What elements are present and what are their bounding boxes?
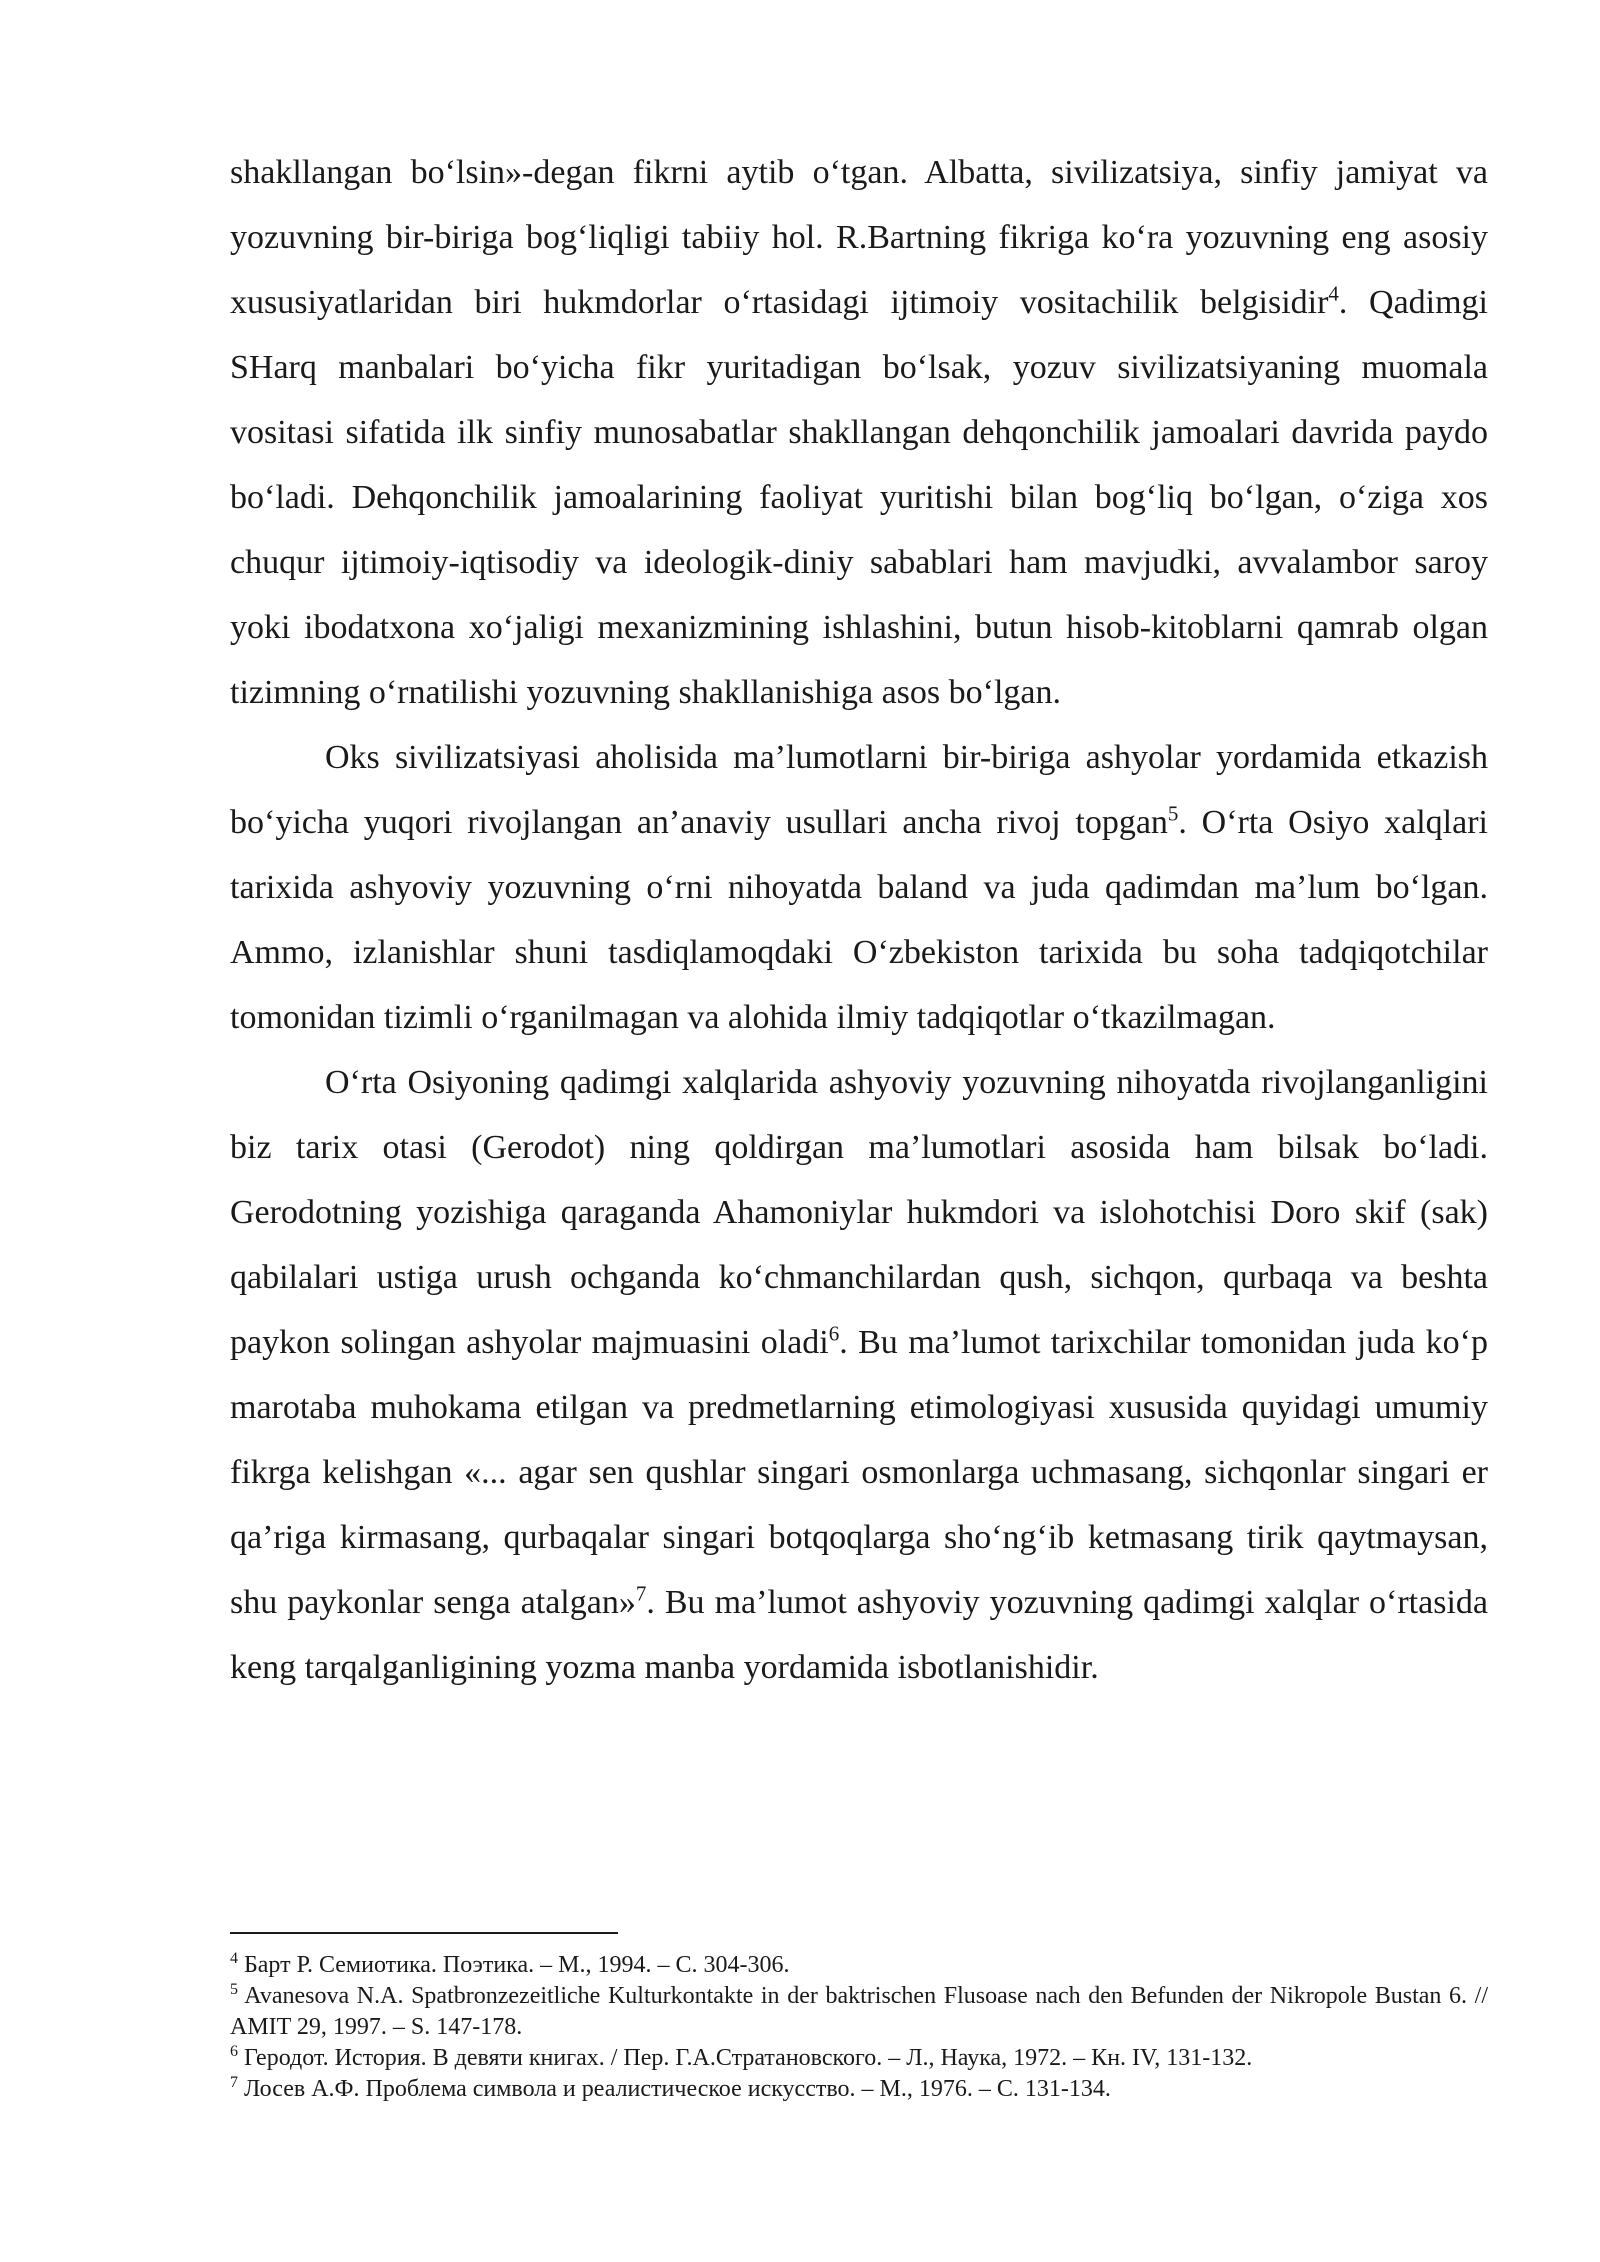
footnote-text: Avanesova N.A. Spatbronzezeitliche Kulturkontakte in der baktrischen Flusoase nach den Befunden der Nikropole Bustan 6. // AMIT 29, 1997. – S. 147-178. — [230, 1983, 1488, 2040]
text-run: O‘rta Osiyoning qadimgi xalqlarida ashyoviy yozuvning nihoyatda rivojlanganligini biz tarix otasi (Gerodot) ning qoldirgan ma’lumotlari asosida ham bilsak bo‘ladi. Gerodotning yozishiga qaraganda Ahamoniylar hukmdori va islohotchisi Doro skif (sak) qabilalari ustiga urush ochganda ko‘chmanchilardan qush, sichqon, qurbaqa va beshta paykon solingan ashyolar majmuasini oladi — [230, 1064, 1488, 1361]
document-page — [230, 140, 1488, 1700]
paragraph-2 — [230, 725, 1488, 1050]
footnote-reference: 4 — [1328, 281, 1339, 306]
footnote-text: Барт Р. Семиотика. Поэтика. – М., 1994. – С. 304-306. — [238, 1952, 790, 1978]
footnote-reference: 6 — [828, 1321, 840, 1346]
footnote-5 — [230, 1981, 1488, 2043]
footnote-6 — [230, 2043, 1488, 2074]
footnote-number: 5 — [230, 1981, 238, 1998]
footnote-number: 6 — [230, 2043, 238, 2060]
footnote-number: 4 — [230, 1950, 238, 1967]
text-run: . Bu ma’lumot ashyoviy yozuvning qadimgi xalqlar o‘rtasida keng tarqalganligining yozma manba yordamida isbotlanishidir. — [230, 1584, 1488, 1686]
text-run: . Bu ma’lumot tarixchilar tomonidan juda ko‘p marotaba muhokama etilgan va predmetlarning etimologiyasi xususida quyidagi umumiy fikrga kelishgan «... agar sen qushlar singari osmonlarga uchmasang, sichqonlar singari er qa’riga kirmasang, qurbaqalar singari botqoqlarga sho‘ng‘ib ketmasang tirik qaytmaysan, shu paykonlar senga atalgan» — [230, 1324, 1488, 1621]
text-run: shakllangan bo‘lsin»-degan fikrni aytib o‘tgan. Albatta, sivilizatsiya, sinfiy jamiyat va yozuvning bir-biriga bog‘liqligi tabiiy hol. R.Bartning fikriga ko‘ra yozuvning eng asosiy xususiyatlaridan biri hukmdorlar o‘rtasidagi ijtimoiy vositachilik belgisidir — [230, 154, 1488, 321]
footnotes — [230, 1950, 1488, 2105]
footnote-reference: 5 — [1167, 801, 1179, 826]
text-run: . O‘rta Osiyo xalqlari tarixida ashyoviy yozuvning o‘rni nihoyatda baland va juda qadimdan ma’lum bo‘lgan. Ammo, izlanishlar shuni tasdiqlamoqdaki O‘zbekiston tarixida bu soha tadqiqotchilar tomonidan tizimli o‘rganilmagan va alohida ilmiy tadqiqotlar o‘tkazilmagan. — [230, 804, 1488, 1036]
footnote-text: Лосев А.Ф. Проблема символа и реалистическое искусство. – М., 1976. – С. 131-134. — [238, 2076, 1111, 2102]
footnote-separator — [230, 1932, 618, 1934]
footnote-4 — [230, 1950, 1488, 1981]
footnote-reference: 7 — [635, 1581, 647, 1606]
footnote-text: Геродот. История. В девяти книгах. / Пер. Г.А.Стратановского. – Л., Наука, 1972. – Кн. IV, 131-132. — [238, 2045, 1253, 2071]
body-text — [230, 140, 1488, 1700]
text-run: . Qadimgi SHarq manbalari bo‘yicha fikr yuritadigan bo‘lsak, yozuv sivilizatsiyaning muomala vositasi sifatida ilk sinfiy munosabatlar shakllangan dehqonchilik jamoalari davrida paydo bo‘ladi. Dehqonchilik jamoalarining faoliyat yuritishi bilan bog‘liq bo‘lgan, o‘ziga xos chuqur ijtimoiy-iqtisodiy va ideologik-diniy sabablari ham mavjudki, avvalambor saroy yoki ibodatxona xo‘jaligi mexanizmining ishlashini, butun hisob-kitoblarni qamrab olgan tizimning o‘rnatilishi yozuvning shakllanishiga asos bo‘lgan. — [230, 284, 1489, 711]
footnote-number: 7 — [230, 2074, 238, 2091]
footnote-7 — [230, 2074, 1488, 2105]
paragraph-1 — [230, 140, 1488, 725]
paragraph-3 — [230, 1050, 1488, 1700]
text-run: Oks sivilizatsiyasi aholisida ma’lumotlarni bir-biriga ashyolar yordamida etkazish bo‘yicha yuqori rivojlangan an’anaviy usullari ancha rivoj topgan — [230, 739, 1488, 841]
